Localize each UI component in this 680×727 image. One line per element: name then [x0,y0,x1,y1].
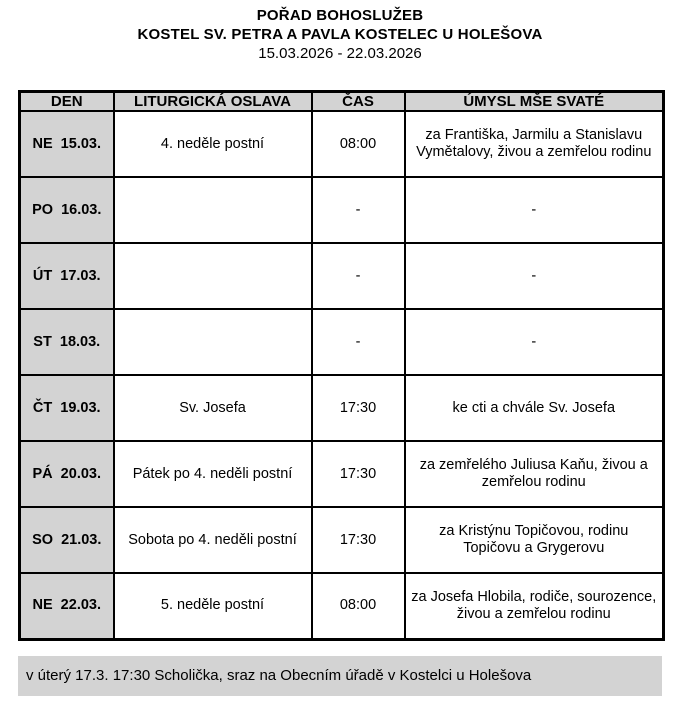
day-cell: ČT 19.03. [20,375,114,441]
table-row [20,177,664,243]
day-cell: PÁ 20.03. [20,441,114,507]
column-header-cas: ČAS [312,92,405,112]
announcement-note-text: v úterý 17.3. 17:30 Scholička, sraz na Obecním úřadě v Kostelci u Holešova [26,667,532,684]
day-cell: ÚT 17.03. [20,243,114,309]
intention-cell: - [405,177,664,243]
column-header-liturgicka-oslava: LITURGICKÁ OSLAVA [114,92,312,112]
celebration-cell: 4. neděle postní [114,111,312,177]
intention-cell: ke cti a chvále Sv. Josefa [405,375,664,441]
document-header [0,0,680,63]
celebration-cell [114,243,312,309]
page-title: POŘAD BOHOSLUŽEB [256,7,424,24]
day-cell: NE 15.03. [20,111,114,177]
intention-cell: za Josefa Hlobila, rodiče, sourozence, živou a zemřelou rodinu [405,573,664,639]
time-cell: 17:30 [312,441,405,507]
table-row [20,111,664,177]
day-cell: PO 16.03. [20,177,114,243]
day-cell: ST 18.03. [20,309,114,375]
column-header-umysl-mse-svate: ÚMYSL MŠE SVATÉ [405,92,664,112]
time-cell: - [312,177,405,243]
date-range: 15.03.2026 - 22.03.2026 [258,45,422,62]
church-name: KOSTEL SV. PETRA A PAVLA KOSTELEC U HOLEŠOVA [137,26,543,43]
intention-cell: - [405,309,664,375]
time-cell: 17:30 [312,375,405,441]
time-cell: 08:00 [312,573,405,639]
table-row [20,441,664,507]
intention-cell: - [405,243,664,309]
intention-cell: za zemřelého Juliusa Kaňu, živou a zemřelou rodinu [405,441,664,507]
celebration-cell: Pátek po 4. neděli postní [114,441,312,507]
table-row [20,507,664,573]
time-cell: 17:30 [312,507,405,573]
day-cell: SO 21.03. [20,507,114,573]
celebration-cell [114,177,312,243]
column-header-den: DEN [20,92,114,112]
time-cell: - [312,243,405,309]
table-row [20,243,664,309]
time-cell: 08:00 [312,111,405,177]
table-row [20,309,664,375]
table-row [20,375,664,441]
intention-cell: za Františka, Jarmilu a Stanislavu Vymětalovy, živou a zemřelou rodinu [405,111,664,177]
intention-cell: za Kristýnu Topičovou, rodinu Topičovu a Grygerovu [405,507,664,573]
celebration-cell: Sv. Josefa [114,375,312,441]
celebration-cell: 5. neděle postní [114,573,312,639]
table-row [20,573,664,639]
schedule-table [18,90,665,641]
table-header-row [20,92,664,112]
announcement-note [18,656,662,696]
celebration-cell [114,309,312,375]
time-cell: - [312,309,405,375]
day-cell: NE 22.03. [20,573,114,639]
celebration-cell: Sobota po 4. neděli postní [114,507,312,573]
